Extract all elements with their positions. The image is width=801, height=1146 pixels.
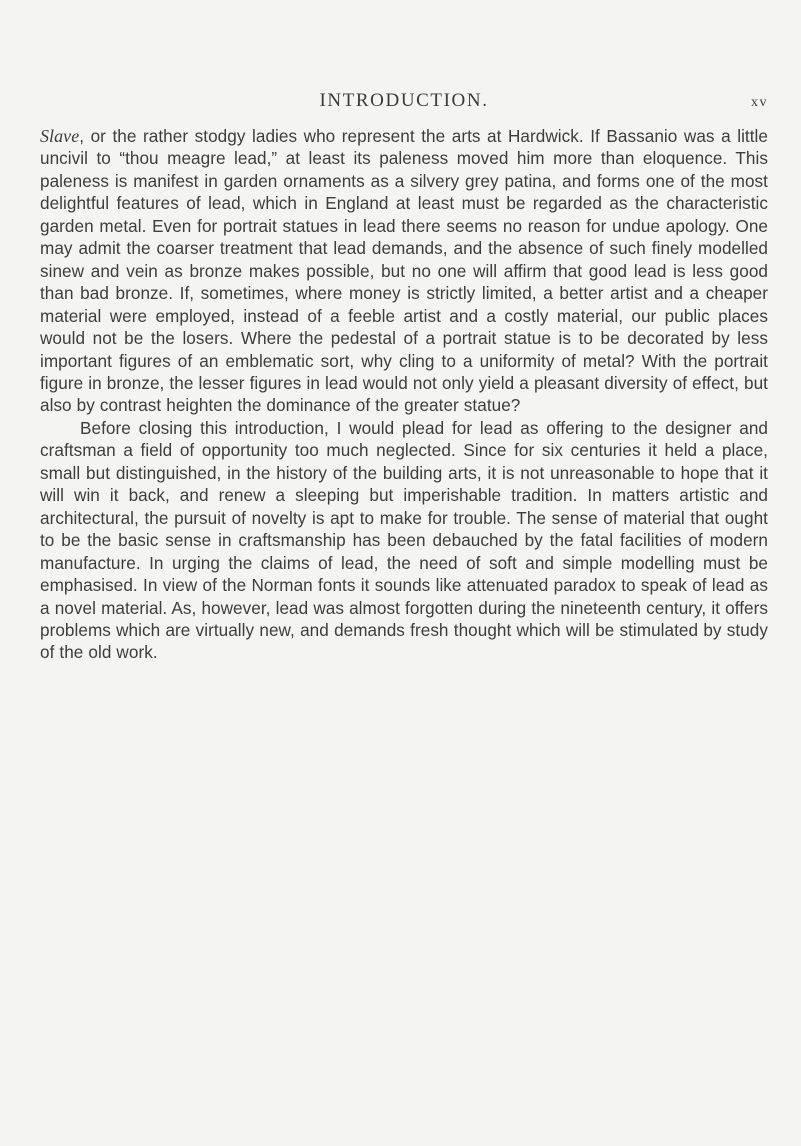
- paragraph-1-text: , or the rather stodgy ladies who represent the arts at Hardwick. If Bassanio was a little uncivil to “thou meagre lead,” at least its paleness moved him more than eloquence. This paleness is manifest in garden ornaments as a silvery grey patina, and forms one of the most delightful features of lead, which in England at least must be regarded as the characteristic garden metal. Even for portrait statues in lead there seems no reason for undue apology. One may admit the coarser treatment that lead demands, and the absence of such finely modelled sinew and vein as bronze makes possible, but no one will affirm that good lead is less good than bad bronze. If, sometimes, where money is strictly limited, a better artist and a cheaper material were employed, instead of a feeble artist and a costly material, our public places would not be the losers. Where the pedestal of a portrait statue is to be decorated by less important figures of an emblematic sort, why cling to a uniformity of metal? With the portrait figure in bronze, the lesser figures in lead would not only yield a pleasant diversity of effect, but also by contrast heighten the dominance of the greater statue?: [40, 126, 768, 416]
- italic-lead-word: Slave: [40, 126, 80, 146]
- running-title: INTRODUCTION.: [319, 90, 489, 111]
- running-head: [40, 90, 768, 118]
- page-number: xv: [751, 95, 768, 110]
- paragraph-2: Before closing this introduction, I would plead for lead as offering to the designer and craftsman a field of opportunity too much neglected. Since for six centuries it held a place, small but distinguished, in the history of the building arts, it is not unreasonable to hope that it will win it back, and renew a sleeping but imperishable tradition. In matters artistic and architectural, the pursuit of novelty is apt to make for trouble. The sense of material that ought to be the basic sense in craftsmanship has been debauched by the fatal facilities of modern manufacture. In urging the claims of lead, the need of soft and simple modelling must be emphasised. In view of the Norman fonts it sounds like attenuated paradox to speak of lead as a novel material. As, however, lead was almost forgotten during the nineteenth century, it offers problems which are virtually new, and demands fresh thought which will be stimulated by study of the old work.: [40, 417, 768, 663]
- paragraph-1: [40, 125, 768, 417]
- body-text: [40, 125, 768, 664]
